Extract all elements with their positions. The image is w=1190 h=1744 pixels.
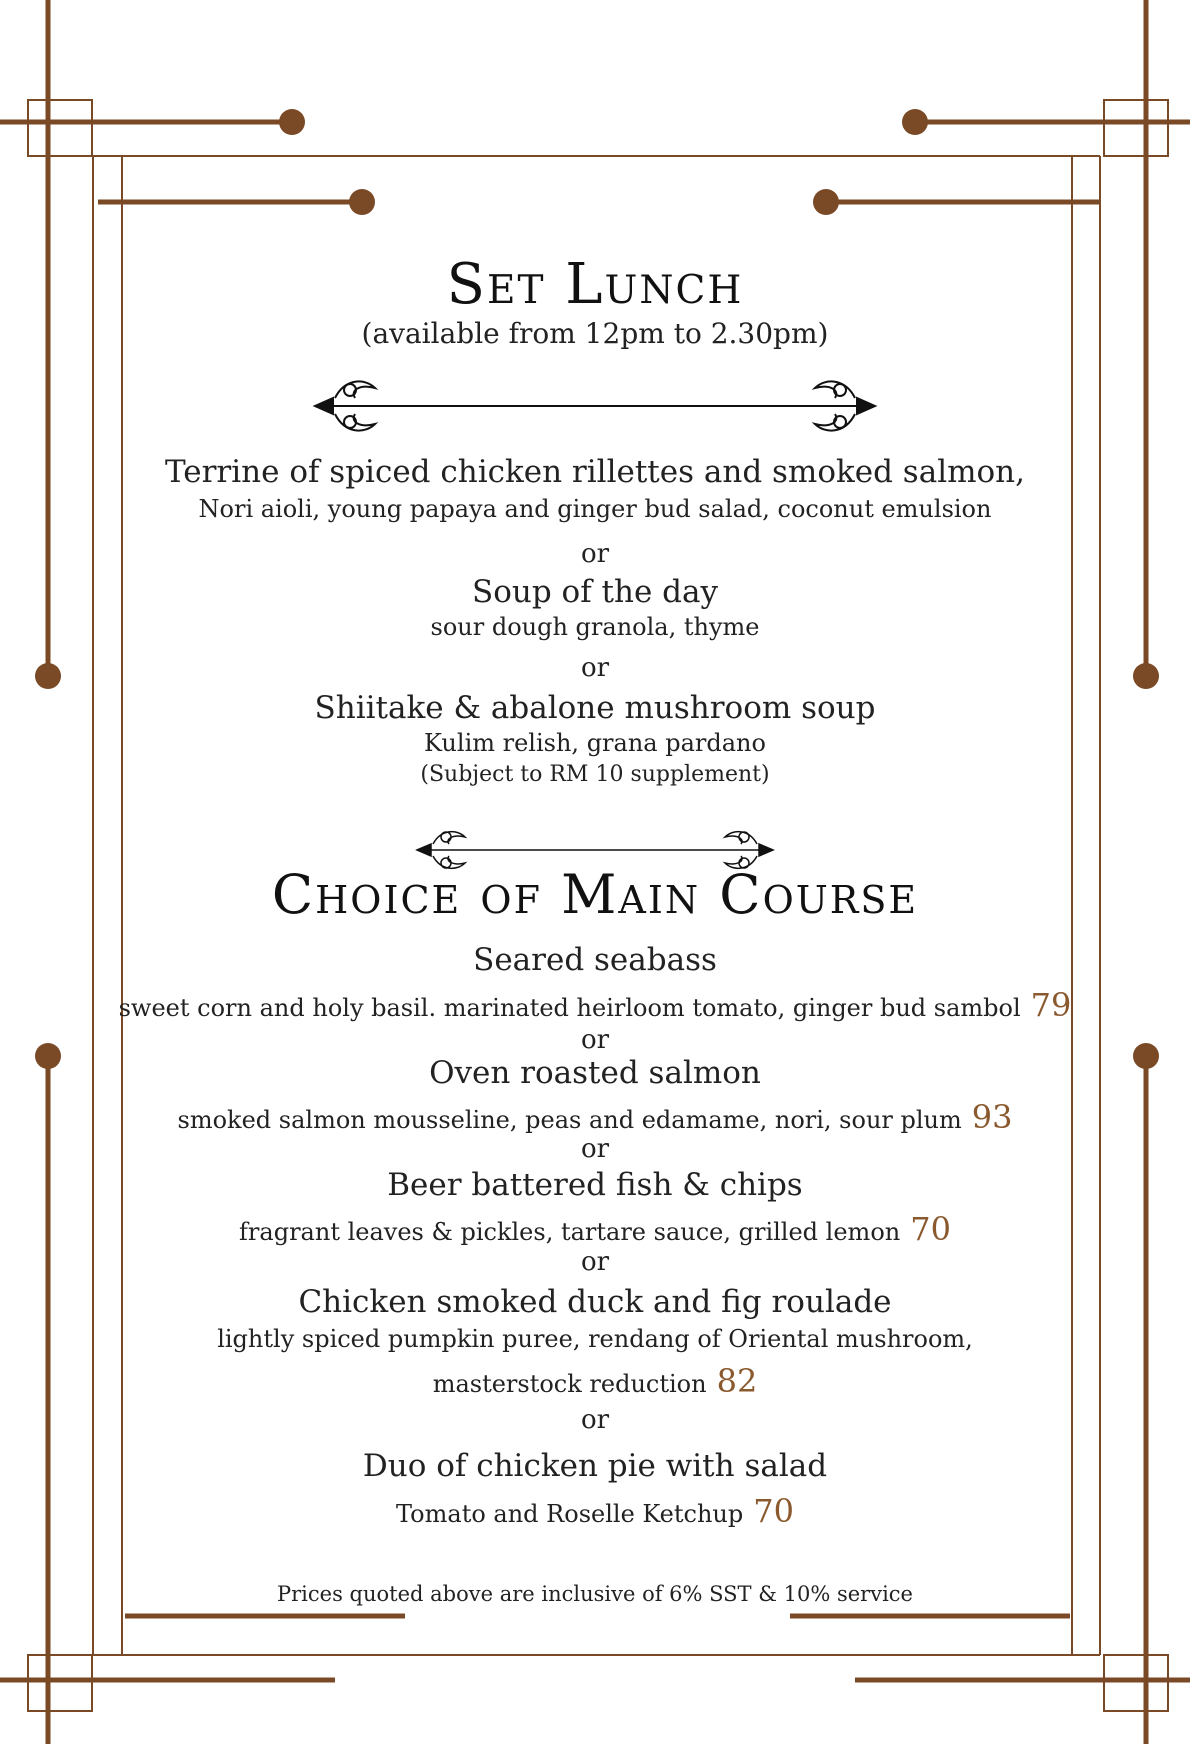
main-desc-row <box>0 1212 1190 1249</box>
or-separator: or <box>580 1025 610 1055</box>
starter-name: Shiitake & abalone mushroom soup <box>314 690 876 726</box>
supplement-note: (Subject to RM 10 supplement) <box>420 762 770 787</box>
availability-note: (available from 12pm to 2.30pm) <box>361 317 829 350</box>
main-course-title: Choice of Main Course <box>271 863 919 926</box>
or-separator: or <box>580 1247 610 1277</box>
main-desc-row <box>0 1364 1190 1401</box>
starter-desc: Kulim relish, grana pardano <box>424 729 766 757</box>
main-price: 93 <box>971 1098 1013 1136</box>
or-separator: or <box>580 1134 610 1164</box>
main-name: Seared seabass <box>473 942 717 978</box>
footer-note: Prices quoted above are inclusive of 6% SST & 10% service <box>277 1582 913 1606</box>
main-desc-row <box>0 1100 1190 1137</box>
main-name: Oven roasted salmon <box>429 1055 761 1091</box>
main-desc: Tomato and Roselle Ketchup <box>396 1500 744 1528</box>
main-price: 82 <box>716 1362 758 1400</box>
main-price: 70 <box>753 1492 794 1530</box>
or-separator: or <box>580 539 610 569</box>
starter-desc: Nori aioli, young papaya and ginger bud salad, coconut emulsion <box>198 495 992 523</box>
starter-desc: sour dough granola, thyme <box>430 613 760 641</box>
ornament-divider-top <box>315 381 875 430</box>
main-desc: smoked salmon mousseline, peas and edamame, nori, sour plum <box>177 1106 962 1134</box>
starter-name: Terrine of spiced chicken rillettes and smoked salmon, <box>164 454 1025 490</box>
main-desc-row <box>0 988 1190 1025</box>
main-desc-row <box>0 1494 1190 1531</box>
main-desc: fragrant leaves & pickles, tartare sauce, grilled lemon <box>239 1218 901 1246</box>
main-price: 79 <box>1030 986 1072 1024</box>
main-desc: sweet corn and holy basil. marinated heirloom tomato, ginger bud sambol <box>118 994 1021 1022</box>
main-price: 70 <box>910 1210 951 1248</box>
main-name: Beer battered fish & chips <box>387 1167 803 1203</box>
main-name: Duo of chicken pie with salad <box>362 1448 828 1484</box>
or-separator: or <box>580 653 610 683</box>
page-title: Set Lunch <box>446 252 744 317</box>
or-separator: or <box>580 1405 610 1435</box>
main-desc-continued: masterstock reduction <box>432 1370 707 1398</box>
main-desc: lightly spiced pumpkin puree, rendang of Oriental mushroom, <box>217 1325 973 1353</box>
main-name: Chicken smoked duck and fig roulade <box>298 1284 892 1320</box>
starter-name: Soup of the day <box>471 574 719 610</box>
